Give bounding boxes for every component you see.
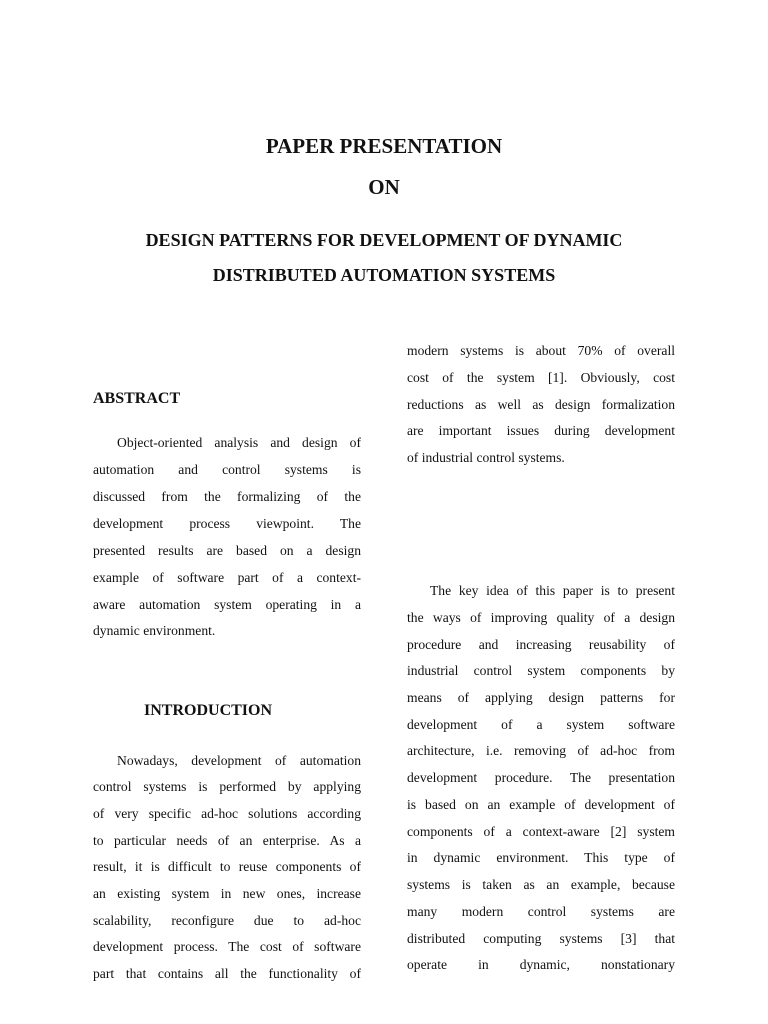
introduction-line: control systems is performed by applying xyxy=(93,779,361,794)
abstract-line: aware automation system operating in a xyxy=(93,597,361,612)
body-line: in dynamic environment. This type of xyxy=(407,850,675,865)
abstract-line: example of software part of a context- xyxy=(93,570,361,585)
body-line: development of a system software xyxy=(407,717,675,732)
paper-title-line-1: PAPER PRESENTATION xyxy=(265,134,503,158)
body-line: procedure and increasing reusability of xyxy=(407,637,675,652)
body-line: distributed computing systems [3] that xyxy=(407,931,675,946)
abstract-line: Object-oriented analysis and design of xyxy=(117,435,361,450)
paper-title-line-4: DISTRIBUTED AUTOMATION SYSTEMS xyxy=(212,265,556,285)
abstract-line: development process viewpoint. The xyxy=(93,516,361,531)
paper-title-line-3: DESIGN PATTERNS FOR DEVELOPMENT OF DYNAMIC xyxy=(145,230,623,250)
body-line: means of applying design patterns for xyxy=(407,690,675,705)
introduction-heading: INTRODUCTION xyxy=(144,702,273,719)
introduction-line: Nowadays, development of automation xyxy=(117,753,361,768)
body-line: many modern control systems are xyxy=(407,904,675,919)
body-line: are important issues during development xyxy=(407,423,675,438)
body-line: industrial control system components by xyxy=(407,663,675,678)
body-line: operate in dynamic, nonstationary xyxy=(407,957,675,972)
introduction-line: of very specific ad-hoc solutions according xyxy=(93,806,361,821)
body-line: The key idea of this paper is to present xyxy=(430,583,675,598)
introduction-line: an existing system in new ones, increase xyxy=(93,886,361,901)
body-line: is based on an example of development of xyxy=(407,797,675,812)
abstract-line: dynamic environment. xyxy=(93,623,216,638)
body-line: reductions as well as design formalization xyxy=(407,397,675,412)
body-line: systems is taken as an example, because xyxy=(407,877,675,892)
introduction-line: part that contains all the functionality of xyxy=(93,966,361,981)
body-line: modern systems is about 70% of overall xyxy=(407,343,675,358)
introduction-line: to particular needs of an enterprise. As a xyxy=(93,833,361,848)
introduction-line: result, it is difficult to reuse components of xyxy=(93,859,361,874)
abstract-line: automation and control systems is xyxy=(93,462,361,477)
body-line: components of a context-aware [2] system xyxy=(407,824,675,839)
introduction-line: scalability, reconfigure due to ad-hoc xyxy=(93,913,361,928)
paper-title-line-2: ON xyxy=(368,175,400,199)
abstract-heading: ABSTRACT xyxy=(93,390,181,407)
abstract-line: presented results are based on a design xyxy=(93,543,361,558)
introduction-line: development process. The cost of software xyxy=(93,939,361,954)
body-line: development procedure. The presentation xyxy=(407,770,675,785)
body-line: the ways of improving quality of a design xyxy=(407,610,675,625)
body-line: of industrial control systems. xyxy=(407,450,565,465)
body-line: cost of the system [1]. Obviously, cost xyxy=(407,370,675,385)
body-line: architecture, i.e. removing of ad-hoc from xyxy=(407,743,675,758)
abstract-line: discussed from the formalizing of the xyxy=(93,489,361,504)
